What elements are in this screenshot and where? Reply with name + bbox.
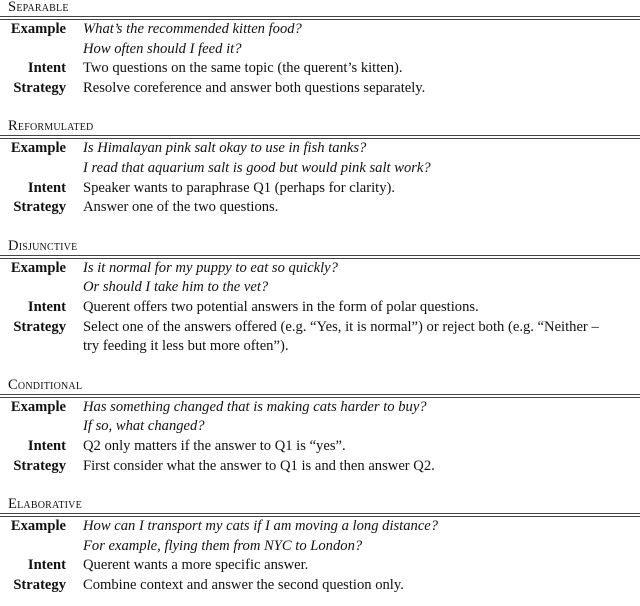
example-row [0,20,640,40]
strategy-text: Answer one of the two questions. [83,199,279,216]
example-row [0,398,640,418]
row-label: Strategy [13,576,66,593]
example-text: Or should I take him to the vet? [83,279,269,296]
example-row [0,417,640,437]
example-text: Has something changed that is making cats harder to buy? [83,398,427,415]
row-label: Intent [27,298,66,315]
example-row [0,517,640,537]
row-label: Intent [27,557,66,574]
example-row [0,139,640,159]
intent-text: Speaker wants to paraphrase Q1 (perhaps for clarity). [83,179,396,196]
intent-text: Querent offers two potential answers in the form of polar questions. [83,298,479,315]
strategy-row [0,79,640,99]
example-text: I read that aquarium salt is good but would pink salt work? [83,159,431,176]
row-label [0,537,66,557]
example-text: For example, flying them from NYC to London? [83,537,363,554]
example-row [0,40,640,60]
section-title: Conditional [8,376,83,393]
row-label: Strategy [13,79,66,96]
example-row [0,278,640,298]
row-label: Strategy [13,199,66,216]
example-row [0,259,640,279]
row-label: Example [10,21,66,37]
row-label: Strategy [13,457,66,474]
strategy-row [0,457,640,477]
section-title: Separable [8,0,69,15]
strategy-row [0,318,640,338]
example-text: Is Himalayan pink salt okay to use in fish tanks? [83,140,367,157]
row-label: Example [10,518,66,535]
example-row [0,159,640,179]
section-elaborative [0,497,640,595]
section-title: Disjunctive [8,237,78,254]
strategy-text: try feeding it less but more often”). [83,338,289,355]
strategy-row [0,576,640,596]
row-label: Example [10,259,66,276]
intent-row [0,556,640,576]
section-disjunctive [0,239,640,357]
example-text: Is it normal for my puppy to eat so quickly? [83,259,338,276]
row-label [0,278,66,298]
intent-row [0,59,640,79]
section-title: Reformulated [8,118,94,135]
example-text: If so, what changed? [83,418,205,435]
row-label: Intent [27,179,66,196]
row-label [0,337,66,357]
strategy-text: Resolve coreference and answer both questions separately. [83,79,426,96]
intent-row [0,179,640,199]
row-label: Example [10,140,66,157]
section-conditional [0,378,640,476]
example-row [0,537,640,557]
row-label: Intent [27,60,66,77]
section-separable [0,0,640,98]
strategy-row [0,337,640,357]
row-label [0,159,66,179]
intent-text: Q2 only matters if the answer to Q1 is “yes”. [83,437,346,454]
section-title: Elaborative [8,496,82,513]
row-label: Example [10,398,66,415]
strategy-text: Combine context and answer the second question only. [83,576,404,593]
row-label: Strategy [13,318,66,335]
strategy-row [0,198,640,218]
example-text: How can I transport my cats if I am moving a long distance? [83,518,439,535]
intent-text: Two questions on the same topic (the querent’s kitten). [83,60,403,77]
example-text: What’s the recommended kitten food? [83,21,302,37]
example-text: How often should I feed it? [83,40,242,57]
row-label: Intent [27,437,66,454]
row-label [0,417,66,437]
intent-row [0,437,640,457]
intent-row [0,298,640,318]
strategy-text: Select one of the answers offered (e.g. “Yes, it is normal”) or reject both (e.g. “Neither – [83,318,599,335]
intent-text: Querent wants a more specific answer. [83,557,309,574]
section-reformulated [0,119,640,217]
row-label [0,40,66,60]
strategy-text: First consider what the answer to Q1 is and then answer Q2. [83,457,435,474]
